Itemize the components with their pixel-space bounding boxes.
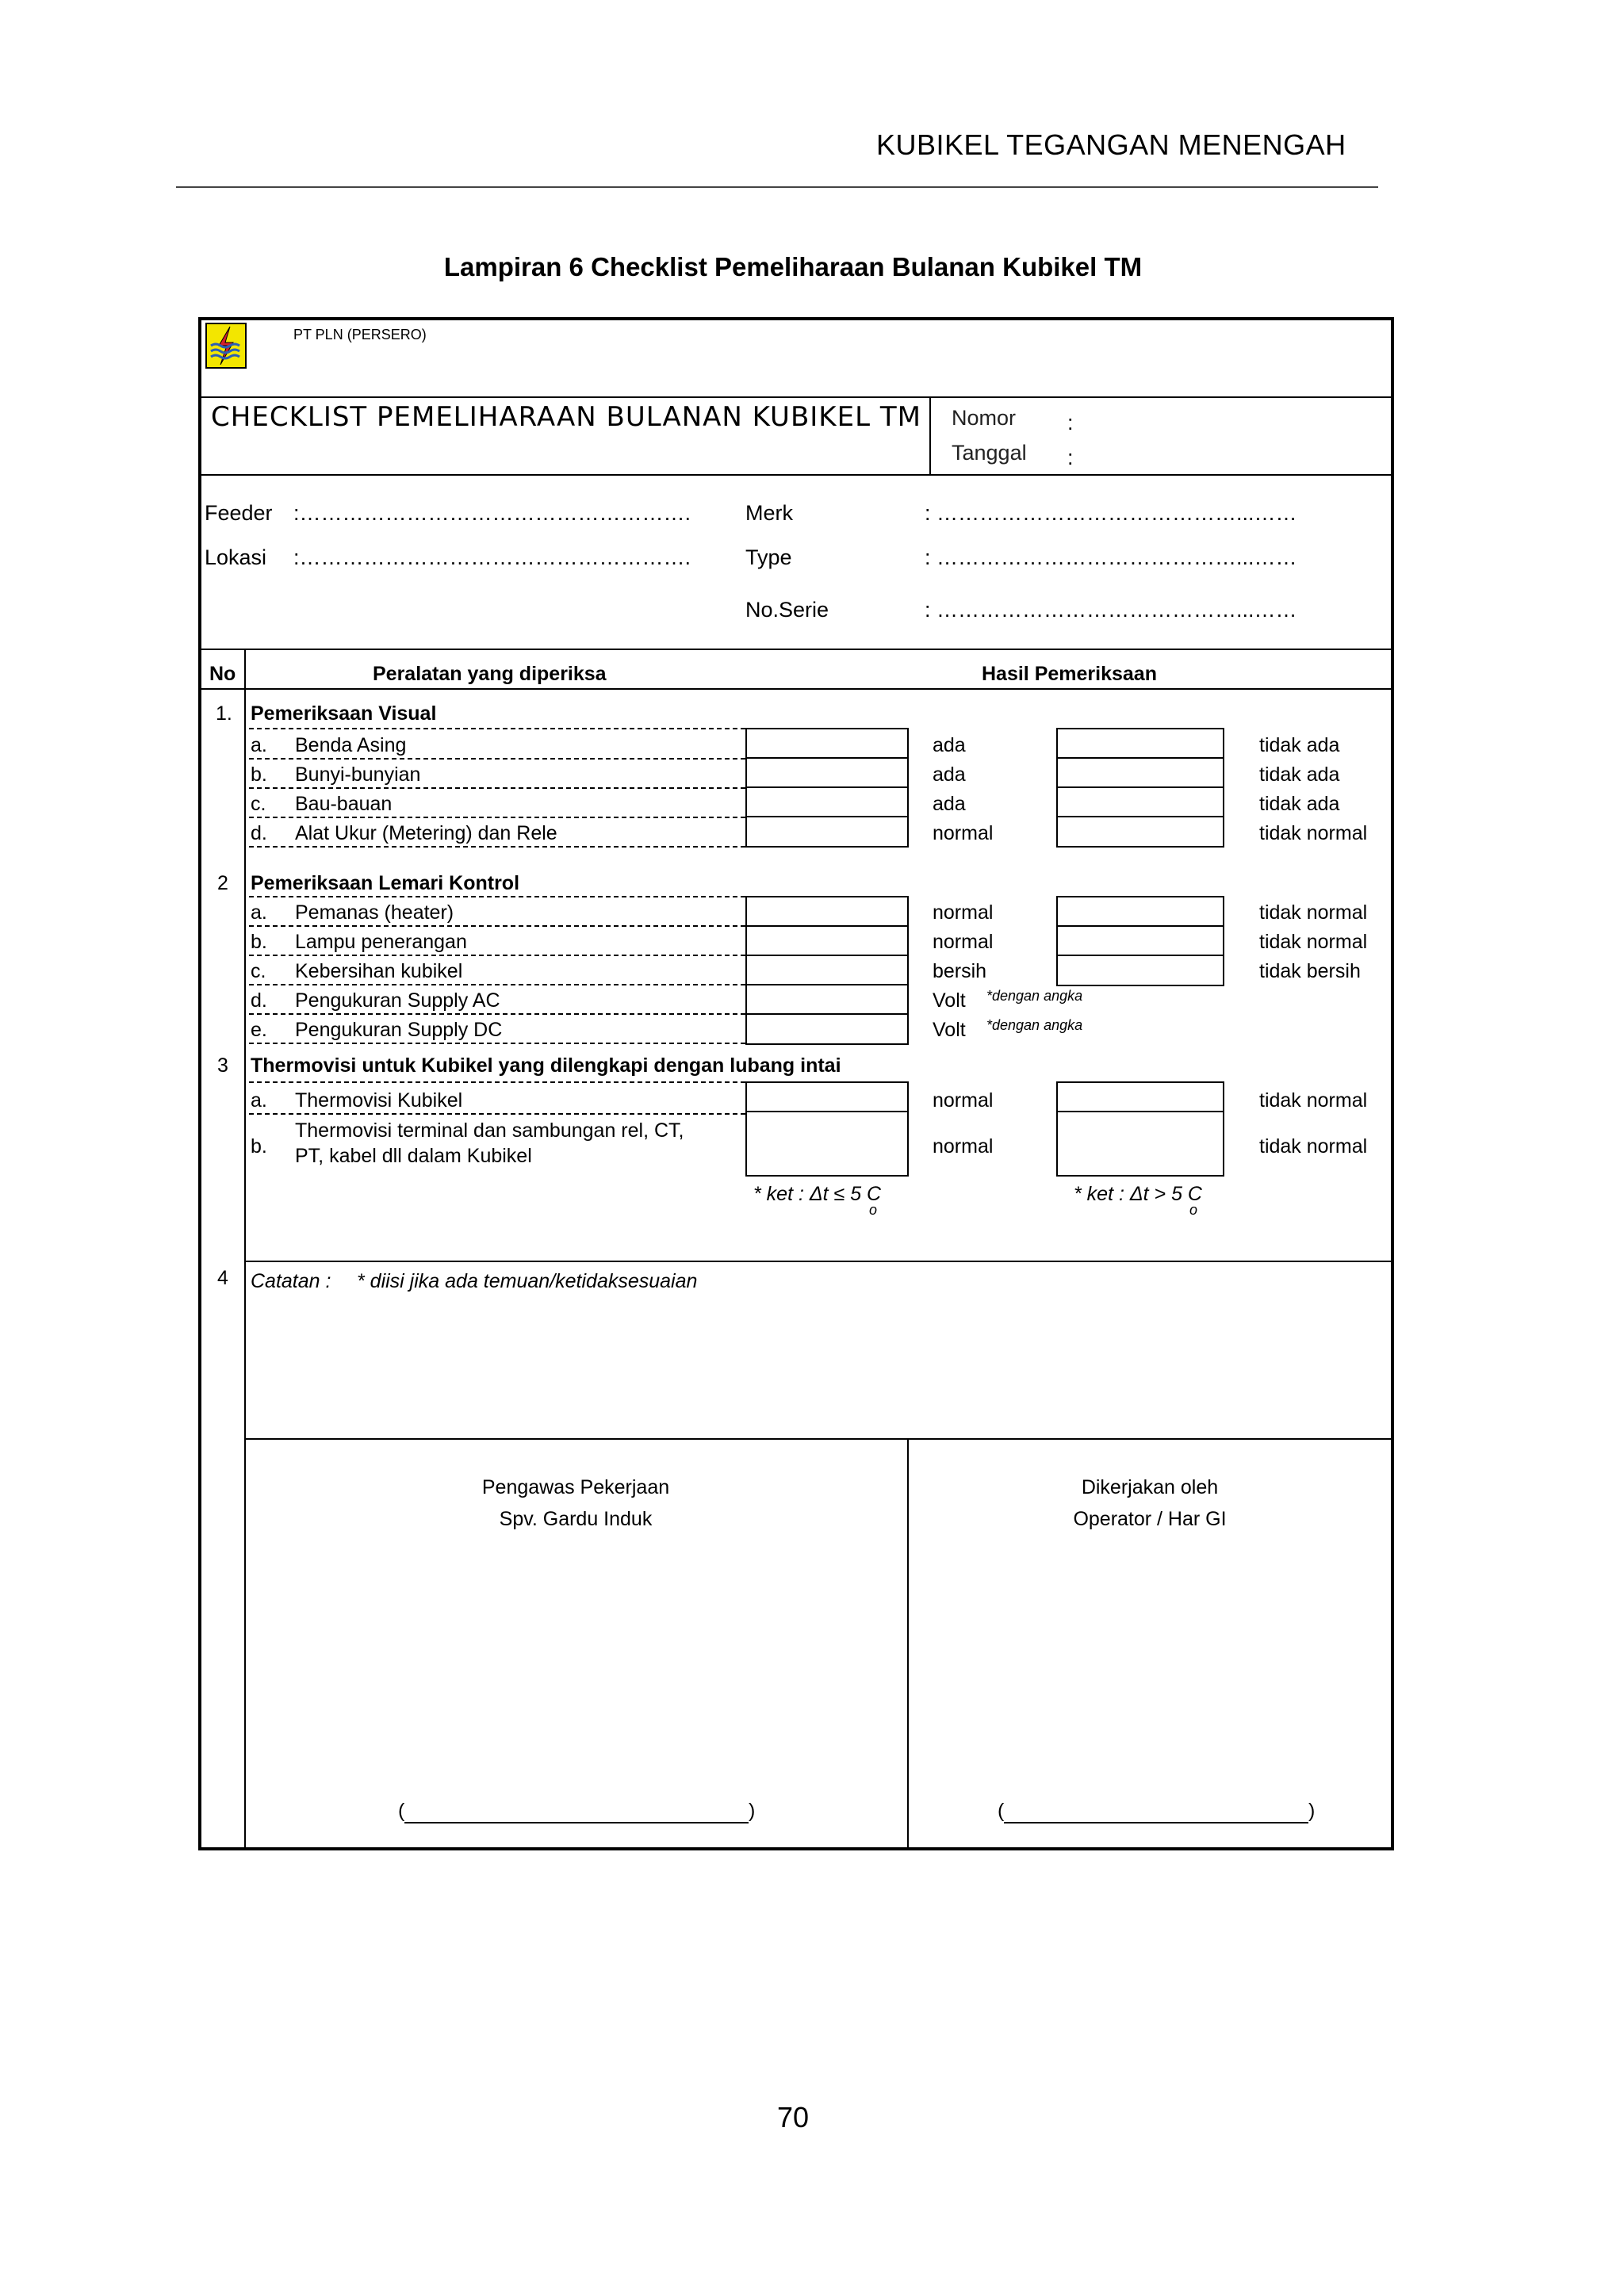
signature-right-title: Operator / Har GI bbox=[1073, 1508, 1227, 1530]
dashed-divider bbox=[249, 984, 745, 985]
checkbox-s2-a-opt2[interactable] bbox=[1058, 897, 1223, 924]
signature-line-right[interactable] bbox=[1004, 1822, 1308, 1823]
section-title: Pemeriksaan Visual bbox=[251, 702, 437, 725]
item-letter: a. bbox=[251, 1089, 267, 1112]
catatan-label: Catatan : bbox=[251, 1270, 331, 1292]
dashed-divider bbox=[249, 925, 745, 927]
document-title: Lampiran 6 Checklist Pemeliharaan Bulanan Kubikel TM bbox=[443, 252, 1143, 281]
temperature-note-normal: * ket : Δt ≤ 5 C bbox=[753, 1183, 882, 1205]
checklist-title: CHECKLIST PEMELIHARAAN BULANAN KUBIKEL TM bbox=[211, 401, 921, 433]
input-supply-ac[interactable] bbox=[747, 985, 907, 1012]
open-paren: ( bbox=[998, 1800, 1005, 1822]
item-letter: e. bbox=[251, 1019, 267, 1041]
item-letter: d. bbox=[251, 989, 267, 1012]
option-label: tidak normal bbox=[1259, 931, 1368, 953]
item-label: Bau-bauan bbox=[295, 793, 393, 815]
checkbox-s1-c-opt2[interactable] bbox=[1058, 788, 1223, 814]
catatan-note: * diisi jika ada temuan/ketidaksesuaian bbox=[357, 1270, 698, 1292]
option-label: normal bbox=[933, 931, 994, 953]
item-label: Pengukuran Supply DC bbox=[295, 1019, 503, 1041]
type-field[interactable]: : ……………………………………...…… bbox=[925, 545, 1297, 569]
option-label: tidak normal bbox=[1259, 1135, 1368, 1158]
signature-right-role: Dikerjakan oleh bbox=[1081, 1476, 1219, 1498]
dashed-divider bbox=[249, 1113, 745, 1115]
header-divider bbox=[176, 186, 1378, 188]
item-letter: d. bbox=[251, 822, 267, 844]
item-label-line2: PT, kabel dll dalam Kubikel bbox=[295, 1145, 532, 1167]
header-title: KUBIKEL TEGANGAN MENENGAH bbox=[876, 128, 1346, 161]
option-label: normal bbox=[933, 1089, 994, 1112]
item-label: Pengukuran Supply AC bbox=[295, 989, 500, 1012]
signature-left-title: Spv. Gardu Induk bbox=[499, 1508, 653, 1530]
dashed-divider bbox=[249, 787, 745, 789]
item-label: Kebersihan kubikel bbox=[295, 960, 463, 982]
item-label: Thermovisi Kubikel bbox=[295, 1089, 463, 1112]
no-column-divider bbox=[244, 649, 246, 1850]
numeric-note: *dengan angka bbox=[986, 1017, 1083, 1033]
type-label: Type bbox=[745, 545, 792, 569]
option-label: ada bbox=[933, 763, 966, 786]
divider bbox=[201, 474, 1391, 476]
unit-label: Volt bbox=[933, 1019, 966, 1041]
section-title: Pemeriksaan Lemari Kontrol bbox=[251, 872, 520, 894]
checkbox-s2-a-opt1[interactable] bbox=[747, 897, 907, 924]
checkbox-s1-a-opt2[interactable] bbox=[1058, 729, 1223, 756]
divider bbox=[244, 1261, 1391, 1262]
checkbox-s1-d-opt2[interactable] bbox=[1058, 817, 1223, 844]
column-header-hasil: Hasil Pemeriksaan bbox=[982, 663, 1157, 685]
signature-divider bbox=[907, 1438, 909, 1850]
dashed-divider bbox=[249, 846, 745, 848]
dashed-divider bbox=[249, 1043, 745, 1044]
degree-symbol: o bbox=[869, 1202, 878, 1218]
option-label: ada bbox=[933, 734, 966, 756]
option-label: tidak ada bbox=[1259, 793, 1340, 815]
merk-label: Merk bbox=[745, 501, 793, 525]
checkbox-s3-b-opt1[interactable] bbox=[747, 1112, 907, 1173]
page-number: 70 bbox=[776, 2101, 810, 2133]
tanggal-label: Tanggal bbox=[952, 441, 1027, 465]
column-header-peralatan: Peralatan yang diperiksa bbox=[373, 663, 607, 685]
dashed-divider bbox=[249, 955, 745, 956]
item-label: Bunyi-bunyian bbox=[295, 763, 421, 786]
section-number: 4 bbox=[217, 1267, 228, 1289]
company-name: PT PLN (PERSERO) bbox=[293, 327, 427, 342]
lokasi-label: Lokasi bbox=[205, 545, 267, 569]
checkbox-s3-a-opt2[interactable] bbox=[1058, 1083, 1223, 1109]
dashed-divider bbox=[249, 758, 745, 760]
temperature-note-abnormal: * ket : Δt > 5 C bbox=[1074, 1183, 1202, 1205]
option-label: normal bbox=[933, 1135, 994, 1158]
option-label: ada bbox=[933, 793, 966, 815]
column-header-no: No bbox=[209, 663, 236, 685]
item-letter: b. bbox=[251, 763, 267, 786]
item-letter: c. bbox=[251, 793, 266, 815]
pln-logo-icon bbox=[205, 322, 247, 369]
checkbox-s1-b-opt1[interactable] bbox=[747, 759, 907, 785]
dashed-divider bbox=[249, 1081, 745, 1083]
serie-field[interactable]: : ……………………………………...…… bbox=[925, 598, 1297, 622]
item-label: Alat Ukur (Metering) dan Rele bbox=[295, 822, 557, 844]
item-letter: a. bbox=[251, 734, 267, 756]
item-label: Lampu penerangan bbox=[295, 931, 467, 953]
checkbox-s1-b-opt2[interactable] bbox=[1058, 759, 1223, 785]
checkbox-s3-a-opt1[interactable] bbox=[747, 1083, 907, 1109]
dashed-divider bbox=[249, 1013, 745, 1015]
option-label: tidak normal bbox=[1259, 1089, 1368, 1112]
nomor-label: Nomor bbox=[952, 406, 1017, 430]
lokasi-field[interactable]: :………………………………………………. bbox=[293, 545, 691, 569]
degree-symbol: o bbox=[1189, 1202, 1198, 1218]
dashed-divider bbox=[249, 896, 745, 897]
checkbox-s1-a-opt1[interactable] bbox=[747, 729, 907, 756]
checklist-form bbox=[198, 317, 1394, 1850]
option-label: tidak normal bbox=[1259, 901, 1368, 924]
option-label: normal bbox=[933, 901, 994, 924]
merk-field[interactable]: : ……………………………………...…… bbox=[925, 501, 1297, 525]
checkbox-s2-c-opt1[interactable] bbox=[747, 956, 907, 982]
option-label: normal bbox=[933, 822, 994, 844]
section-number: 3 bbox=[217, 1054, 228, 1077]
serie-label: No.Serie bbox=[745, 598, 829, 622]
checkbox-s3-b-opt2[interactable] bbox=[1058, 1112, 1223, 1173]
divider bbox=[201, 649, 1391, 650]
signature-line-left[interactable] bbox=[404, 1822, 749, 1823]
section-number: 1. bbox=[216, 702, 232, 725]
feeder-field[interactable]: :………………………………………………. bbox=[293, 501, 691, 525]
item-letter: b. bbox=[251, 1135, 267, 1158]
option-label: tidak normal bbox=[1259, 822, 1368, 844]
section-number: 2 bbox=[217, 872, 228, 894]
divider bbox=[244, 1438, 1391, 1440]
close-paren: ) bbox=[749, 1800, 756, 1822]
divider bbox=[929, 396, 931, 474]
input-supply-dc[interactable] bbox=[747, 1015, 907, 1041]
signature-left-role: Pengawas Pekerjaan bbox=[481, 1476, 670, 1498]
item-letter: a. bbox=[251, 901, 267, 924]
item-label: Benda Asing bbox=[295, 734, 407, 756]
option-label: tidak ada bbox=[1259, 734, 1340, 756]
dashed-divider bbox=[249, 728, 745, 729]
option-label: bersih bbox=[933, 960, 987, 982]
checkbox-s1-d-opt1[interactable] bbox=[747, 817, 907, 844]
open-paren: ( bbox=[398, 1800, 405, 1822]
feeder-label: Feeder bbox=[205, 501, 273, 525]
checkbox-s2-b-opt1[interactable] bbox=[747, 927, 907, 953]
unit-label: Volt bbox=[933, 989, 966, 1012]
tanggal-colon: : bbox=[1067, 446, 1074, 469]
option-label: tidak bersih bbox=[1259, 960, 1361, 982]
checkbox-s1-c-opt1[interactable] bbox=[747, 788, 907, 814]
close-paren: ) bbox=[1308, 1800, 1316, 1822]
checkbox-s2-c-opt2[interactable] bbox=[1058, 956, 1223, 982]
catatan-textarea[interactable] bbox=[249, 1303, 1383, 1435]
option-label: tidak ada bbox=[1259, 763, 1340, 786]
item-letter: c. bbox=[251, 960, 266, 982]
numeric-note: *dengan angka bbox=[986, 988, 1083, 1004]
item-label: Pemanas (heater) bbox=[295, 901, 454, 924]
nomor-colon: : bbox=[1067, 411, 1074, 434]
item-label-line1: Thermovisi terminal dan sambungan rel, CT, bbox=[295, 1119, 684, 1142]
section-title: Thermovisi untuk Kubikel yang dilengkapi dengan lubang intai bbox=[251, 1054, 841, 1077]
item-letter: b. bbox=[251, 931, 267, 953]
checkbox-s2-b-opt2[interactable] bbox=[1058, 927, 1223, 953]
divider bbox=[201, 688, 1391, 690]
dashed-divider bbox=[249, 817, 745, 818]
